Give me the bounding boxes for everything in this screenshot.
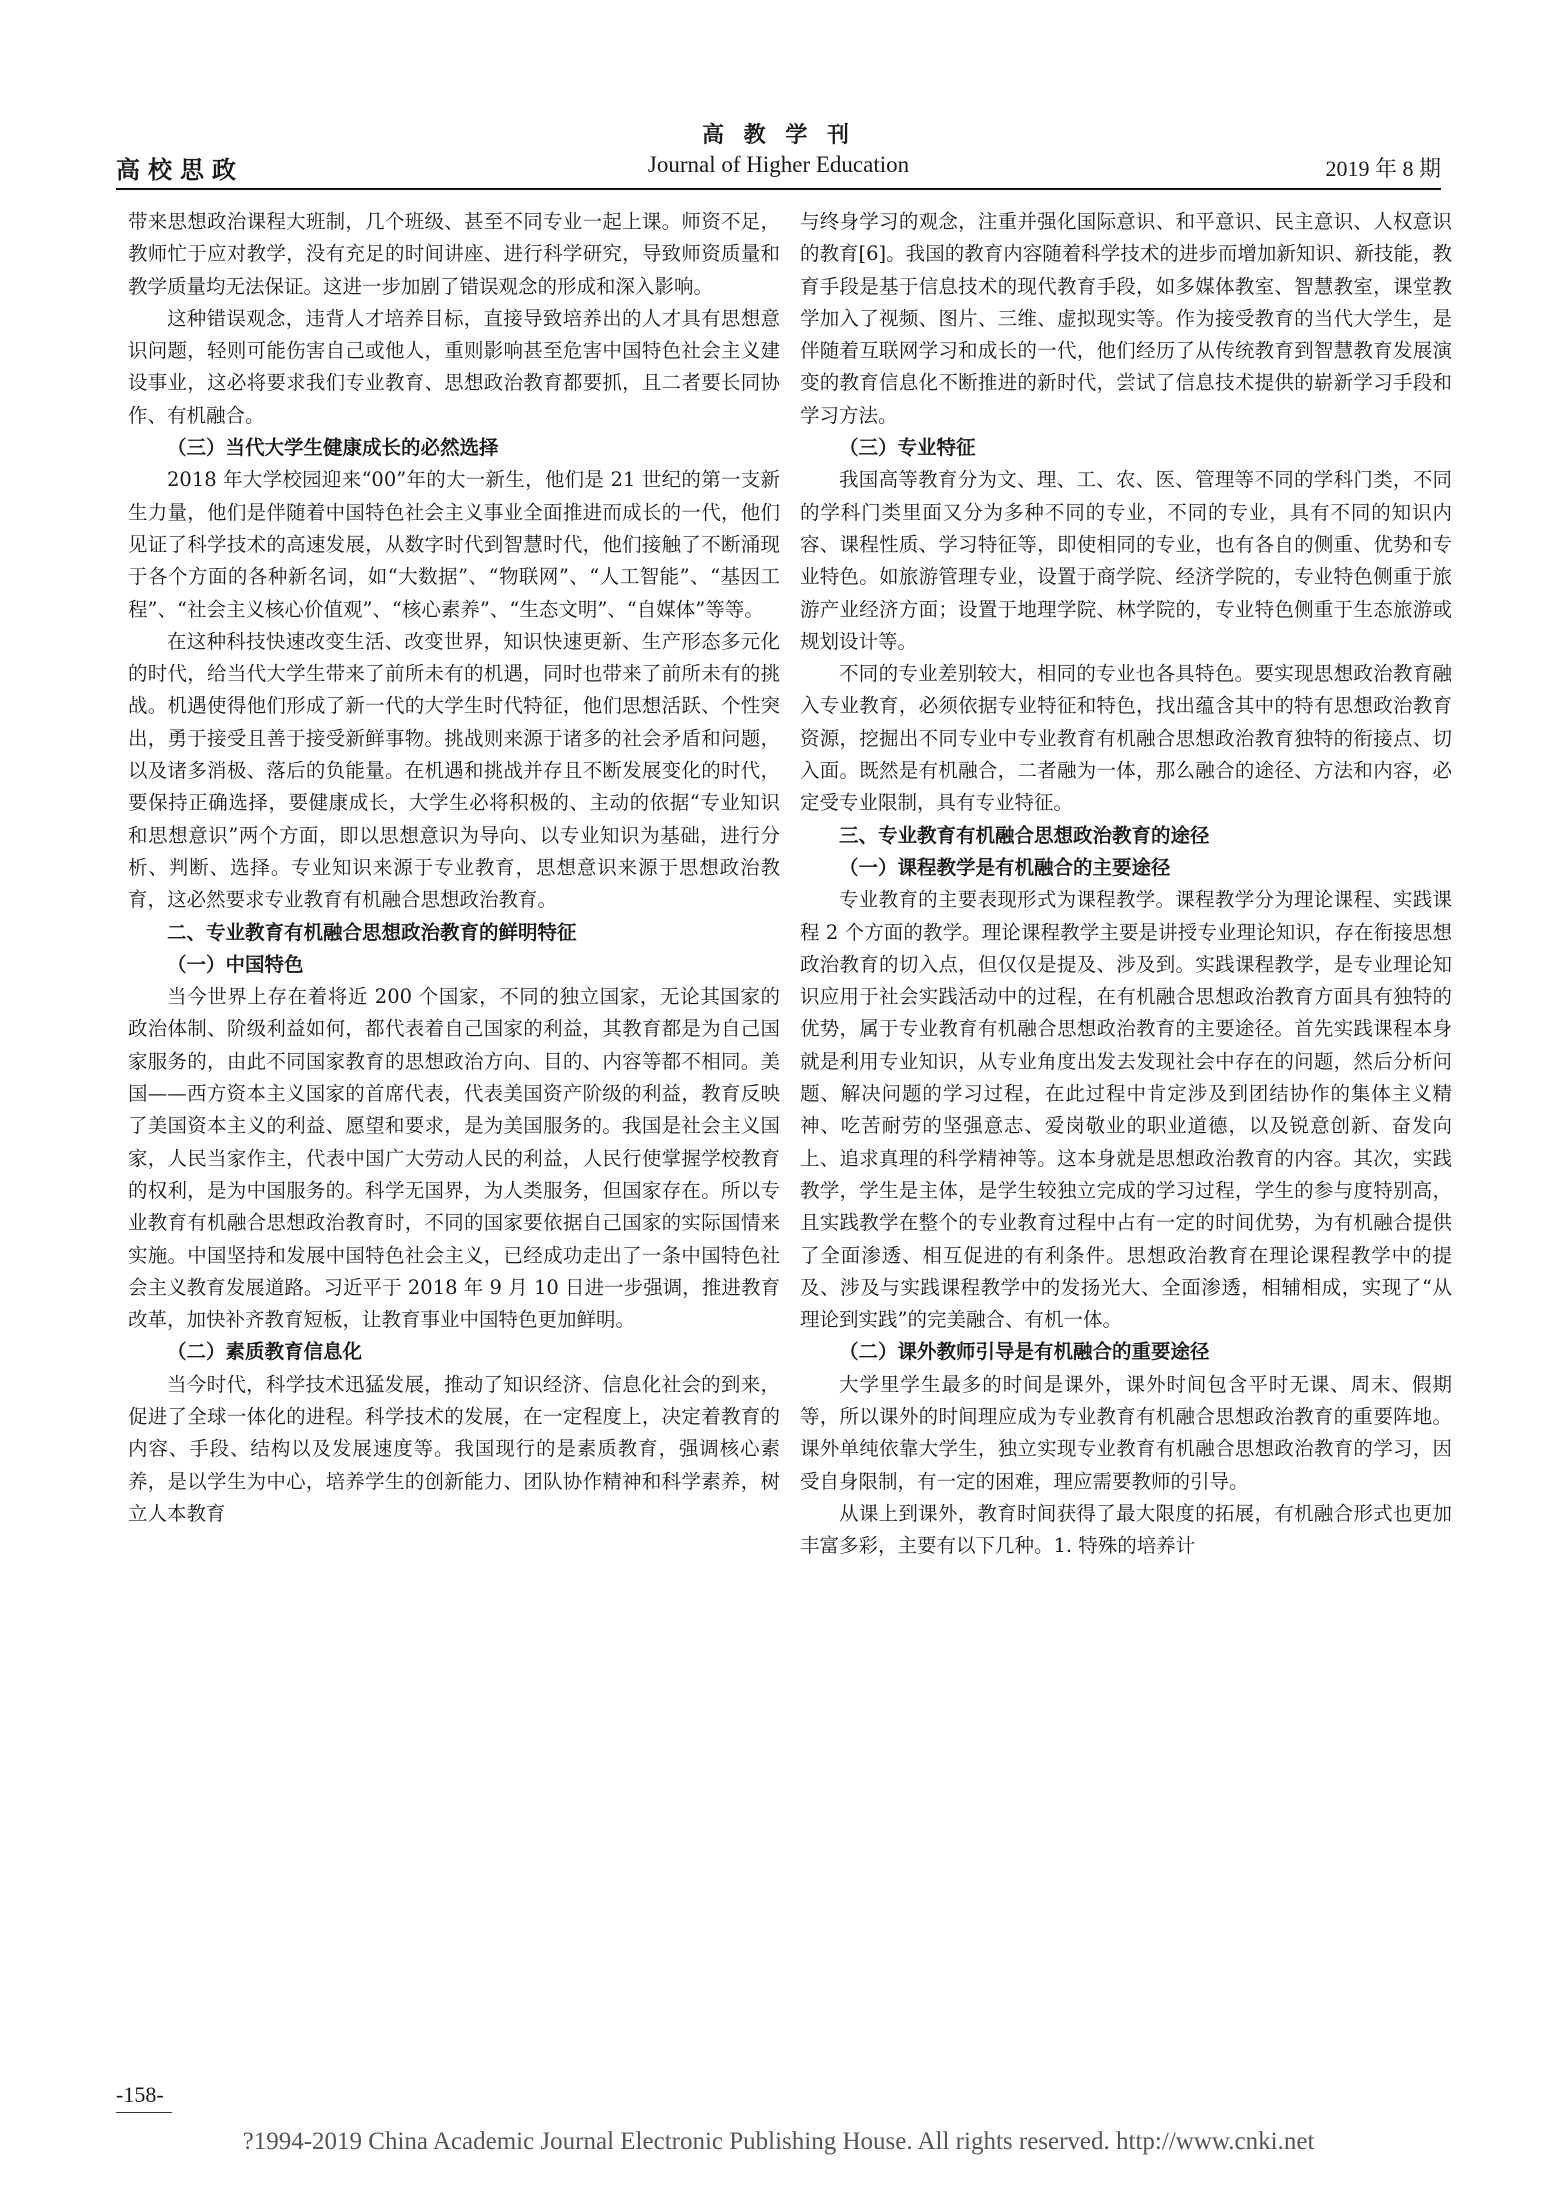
paragraph: 当今世界上存在着将近 200 个国家，不同的独立国家，无论其国家的政治体制、阶级利益如何，都代表着自己国家的利益，其教育都是为自己国家服务的，由此不同国家教育的思想政治方向、目的、内容等都不相同。美国——西方资本主义国家的首席代表，代表美国资产阶级的利益，教育反映了美国资本主义的利益、愿望和要求，是为美国服务的。我国是社会主义国家，人民当家作主，代表中国广大劳动人民的利益，人民行使掌握学校教育的权利，是为中国服务的。科学无国界，为人类服务，但国家存在。所以专业教育有机融合思想政治教育时，不同的国家要依据自己国家的实际国情来实施。中国坚持和发展中国特色社会主义，已经成功走出了一条中国特色社会主义教育发展道路。习近平于 2018 年 9 月 10 日进一步强调，推进教育改革，加快补齐教育短板，让教育事业中国特色更加鲜明。 <box>128 985 780 1332</box>
paragraph: 2018 年大学校园迎来“00”年的大一新生，他们是 21 世纪的第一支新生力量，他们是伴随着中国特色社会主义事业全面推进而成长的一代，他们见证了科学技术的高速发展，从数字时代到智慧时代，他们接触了不断涌现于各个方面的各种新名词，如“大数据”、“物联网”、“人工智能”、“基因工程”、“社会主义核心价值观”、“核心素养”、“生态文明”、“自媒体”等等。 <box>128 468 780 621</box>
journal-title-en: Journal of Higher Education <box>647 152 910 177</box>
right-column <box>800 206 1452 1562</box>
section-heading: （二）素质教育信息化 <box>167 1340 363 1364</box>
section-label: 高校思政 <box>116 155 244 184</box>
section-heading: （二）课外教师引导是有机融合的重要途径 <box>839 1340 1210 1364</box>
header-divider <box>116 188 1441 190</box>
section-heading: （一）课程教学是有机融合的主要途径 <box>839 855 1171 879</box>
paragraph: 我国高等教育分为文、理、工、农、医、管理等不同的学科门类，不同的学科门类里面又分为多种不同的专业，不同的专业，具有不同的知识内容、课程性质、学习特征等，即使相同的专业，也有各自的侧重、优势和专业特色。如旅游管理专业，设置于商学院、经济学院的，专业特色侧重于旅游产业经济方面；设置于地理学院、林学院的，专业特色侧重于生态旅游或规划设计等。 <box>800 468 1452 653</box>
running-header <box>116 150 1441 184</box>
section-heading: （一）中国特色 <box>167 952 304 976</box>
paragraph: 当今时代，科学技术迅猛发展，推动了知识经济、信息化社会的到来，促进了全球一体化的进程。科学技术的发展，在一定程度上，决定着教育的内容、手段、结构以及发展速度等。我国现行的是素质教育，强调核心素养，是以学生为中心，培养学生的创新能力、团队协作精神和科学素养，树立人本教育 <box>128 1372 780 1525</box>
page-number-underline <box>116 2112 172 2113</box>
issue-label: 2019 年 8 期 <box>1325 156 1441 181</box>
left-column <box>128 206 780 1530</box>
paragraph: 不同的专业差别较大，相同的专业也各具特色。要实现思想政治教育融入专业教育，必须依据专业特征和特色，找出蕴含其中的特有思想政治教育资源，挖掘出不同专业中专业教育有机融合思想政治教育独特的衔接点、切入面。既然是有机融合，二者融为一体，那么融合的途径、方法和内容，必定受专业限制，具有专业特征。 <box>800 662 1452 815</box>
paragraph: 大学里学生最多的时间是课外，课外时间包含平时无课、周末、假期等，所以课外的时间理应成为专业教育有机融合思想政治教育的重要阵地。课外单纯依靠大学生，独立实现专业教育有机融合思想政治教育的学习，因受自身限制，有一定的困难，理应需要教师的引导。 <box>800 1372 1452 1493</box>
section-heading: 三、专业教育有机融合思想政治教育的途径 <box>839 823 1210 847</box>
paragraph: 专业教育的主要表现形式为课程教学。课程教学分为理论课程、实践课程 2 个方面的教学。理论课程教学主要是讲授专业理论知识，存在衔接思想政治教育的切入点，但仅仅是提及、涉及到。实践课程教学，是专业理论知识应用于社会实践活动中的过程，在有机融合思想政治教育方面具有独特的优势，属于专业教育有机融合思想政治教育的主要途径。首先实践课程本身就是利用专业知识，从专业角度出发去发现社会中存在的问题，然后分析问题、解决问题的学习过程，在此过程中肯定涉及到团结协作的集体主义精神、吃苦耐劳的坚强意志、爱岗敬业的职业道德，以及锐意创新、奋发向上、追求真理的科学精神等。这本身就是思想政治教育的内容。其次，实践教学，学生是主体，是学生较独立完成的学习过程，学生的参与度特别高，且实践教学在整个的专业教育过程中占有一定的时间优势，为有机融合提供了全面渗透、相互促进的有利条件。思想政治教育在理论课程教学中的提及、涉及与实践课程教学中的发扬光大、全面渗透，相辅相成，实现了“从理论到实践”的完美融合、有机一体。 <box>800 888 1452 1332</box>
paragraph: 这种错误观念，违背人才培养目标，直接导致培养出的人才具有思想意识问题，轻则可能伤害自己或他人，重则影响甚至危害中国特色社会主义建设事业，这必将要求我们专业教育、思想政治教育都要抓，且二者要长同协作、有机融合。 <box>128 306 780 427</box>
paragraph: 与终身学习的观念，注重并强化国际意识、和平意识、民主意识、人权意识的教育[6]。我国的教育内容随着科学技术的进步而增加新知识、新技能，教育手段是基于信息技术的现代教育手段，如多媒体教室、智慧教室，课堂教学加入了视频、图片、三维、虚拟现实等。作为接受教育的当代大学生，是伴随着互联网学习和成长的一代，他们经历了从传统教育到智慧教育发展演变的教育信息化不断推进的新时代，尝试了信息技术提供的崭新学习手段和学习方法。 <box>800 210 1452 427</box>
copyright-notice: ?1994-2019 China Academic Journal Electronic Publishing House. All rights reserved. http://www.cnki.net <box>242 2128 1315 2155</box>
paragraph: 从课上到课外，教育时间获得了最大限度的拓展，有机融合形式也更加丰富多彩，主要有以下几种。1. 特殊的培养计 <box>800 1501 1452 1558</box>
paragraph: 带来思想政治课程大班制，几个班级、甚至不同专业一起上课。师资不足，教师忙于应对教学，没有充足的时间讲座、进行科学研究，导致师资质量和教学质量均无法保证。这进一步加剧了错误观念的形成和深入影响。 <box>128 210 780 298</box>
section-heading: 二、专业教育有机融合思想政治教育的鲜明特征 <box>167 920 577 944</box>
paragraph: 在这种科技快速改变生活、改变世界，知识快速更新、生产形态多元化的时代，给当代大学生带来了前所未有的机遇，同时也带来了前所未有的挑战。机遇使得他们形成了新一代的大学生时代特征，他们思想活跃、个性突出，勇于接受且善于接受新鲜事物。挑战则来源于诸多的社会矛盾和问题，以及诸多消极、落后的负能量。在机遇和挑战并存且不断发展变化的时代，要保持正确选择，要健康成长，大学生必将积极的、主动的依据“专业知识和思想意识”两个方面，即以思想意识为导向、以专业知识为基础，进行分析、判断、选择。专业知识来源于专业教育，思想意识来源于思想政治教育，这必然要求专业教育有机融合思想政治教育。 <box>128 629 780 912</box>
journal-title-cn: 高 教 学 刊 <box>702 122 855 148</box>
page-number: -158- <box>116 2082 164 2107</box>
section-heading: （三）当代大学生健康成长的必然选择 <box>167 436 499 460</box>
section-heading: （三）专业特征 <box>839 436 976 460</box>
